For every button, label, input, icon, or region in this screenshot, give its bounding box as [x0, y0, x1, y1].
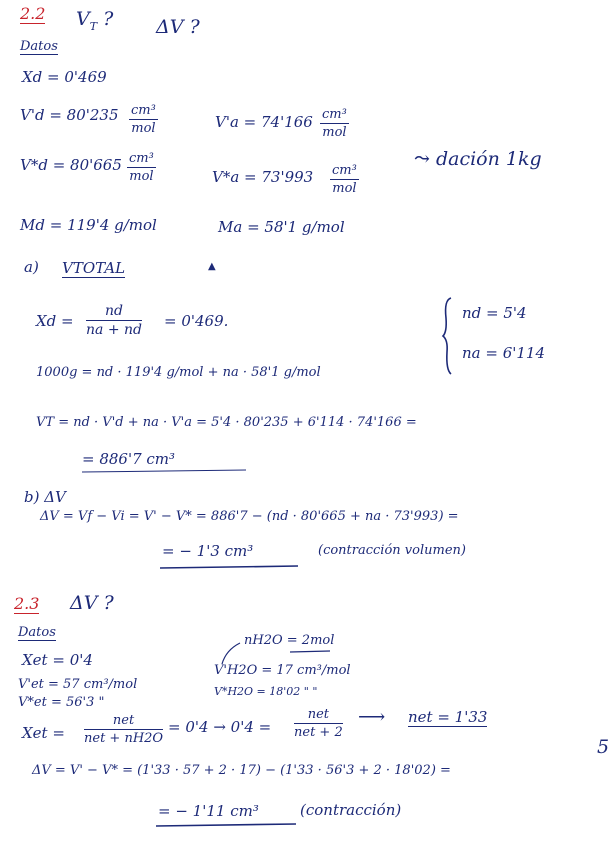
question-vt-mark: ?: [103, 8, 114, 30]
data-xd: Xd = 0'469: [22, 68, 107, 86]
va-pure-unit-num: cm³: [332, 163, 357, 178]
data-vd-pure: V*d = 80'665: [20, 156, 122, 174]
datos-heading-2-3: Datos: [18, 625, 56, 640]
vd-partial-unit-num: cm³: [131, 103, 156, 118]
data-va-partial: V'a = 74'166: [215, 113, 313, 131]
dv-result-2-2-underline: [160, 566, 298, 568]
section-number-2-2: 2.2: [20, 4, 46, 23]
vt-result: = 886'7 cm³: [82, 450, 176, 468]
data-v-h2o-pure: V*H2O = 18'02 " ": [214, 685, 318, 698]
data-md: Md = 119'4 g/mol: [20, 216, 157, 234]
vd-pure-unit-num: cm³: [129, 151, 154, 166]
vt-equation: VT = nd · V'd + na · V'a = 5'4 · 80'235 + 6'114 · 74'166 =: [36, 415, 417, 430]
xd-eq-lhs: Xd =: [36, 312, 74, 330]
vt-result-underline: [82, 470, 246, 472]
dv-equation-2-3: ΔV = V' − V* = (1'33 · 57 + 2 · 17) − (1'33 · 56'3 + 2 · 18'02) =: [32, 763, 451, 778]
mass-equation: 1000g = nd · 119'4 g/mol + na · 58'1 g/mol: [36, 365, 321, 380]
note-dacion: ⤳ dación 1kg: [414, 148, 542, 170]
xd-eq-rhs: = 0'469.: [164, 312, 229, 330]
data-v-h2o-partial: V'H2O = 17 cm³/mol: [214, 663, 351, 678]
dv-result-2-3-underline: [156, 824, 296, 826]
data-xet: Xet = 0'4: [22, 651, 93, 669]
question-delta-v-2-3: ΔV ?: [70, 592, 114, 614]
n-h2o-pointer: [222, 643, 240, 664]
va-partial-unit-num: cm³: [322, 107, 347, 122]
question-delta-v: ΔV ?: [156, 16, 200, 38]
xet-eq-lhs: Xet =: [22, 724, 65, 742]
dv-result-2-2: = − 1'3 cm³: [162, 542, 254, 560]
data-ma: Ma = 58'1 g/mol: [218, 218, 345, 236]
dv-note-2-3: (contracción): [300, 801, 402, 819]
xet-fraction-num: net: [84, 714, 163, 730]
xet-fraction-2-num: net: [294, 708, 343, 724]
data-n-h2o: nH2O = 2mol: [244, 633, 335, 648]
solution-nd: nd = 5'4: [462, 304, 527, 322]
datos-heading-2-2: Datos: [20, 39, 58, 54]
xet-fraction-2-den: net + 2: [294, 725, 343, 740]
vd-pure-unit-den: mol: [129, 169, 154, 184]
part-a-title: VTOTAL: [62, 259, 126, 277]
solution-brace: [443, 298, 451, 374]
xet-eq-mid: = 0'4 → 0'4 =: [168, 718, 272, 736]
xd-fraction-den: na + nd: [86, 322, 142, 338]
section-number-2-3: 2.3: [14, 594, 40, 613]
data-vet-pure: V*et = 56'3 ": [18, 695, 105, 710]
implication-arrow: ⟶: [358, 706, 386, 728]
vd-partial-unit-den: mol: [131, 121, 156, 136]
dv-equation-2-2: ΔV = Vf − Vi = V' − V* = 886'7 − (nd · 80'665 + na · 73'993) =: [40, 509, 459, 524]
n-h2o-underline: [290, 651, 330, 652]
va-pure-unit-den: mol: [332, 181, 357, 196]
data-va-pure: V*a = 73'993: [212, 168, 314, 186]
margin-mark: 5: [597, 736, 610, 758]
part-a-label: a): [24, 258, 39, 276]
part-b-label: b) ΔV: [24, 488, 66, 506]
dv-result-2-3: = − 1'11 cm³: [158, 802, 259, 820]
data-vet-partial: V'et = 57 cm³/mol: [18, 677, 138, 692]
question-vt-subscript: T: [89, 19, 98, 33]
va-partial-unit-den: mol: [322, 125, 347, 140]
solution-na: na = 6'114: [462, 344, 546, 362]
xd-fraction-num: nd: [86, 304, 142, 321]
xet-fraction-den: net + nH2O: [84, 731, 164, 746]
data-vd-partial: V'd = 80'235: [20, 106, 119, 124]
dv-note-2-2: (contracción volumen): [318, 543, 466, 558]
stray-mark: ▲: [208, 261, 216, 272]
net-result: net = 1'33: [408, 708, 488, 726]
question-vt-symbol: V: [76, 8, 90, 30]
